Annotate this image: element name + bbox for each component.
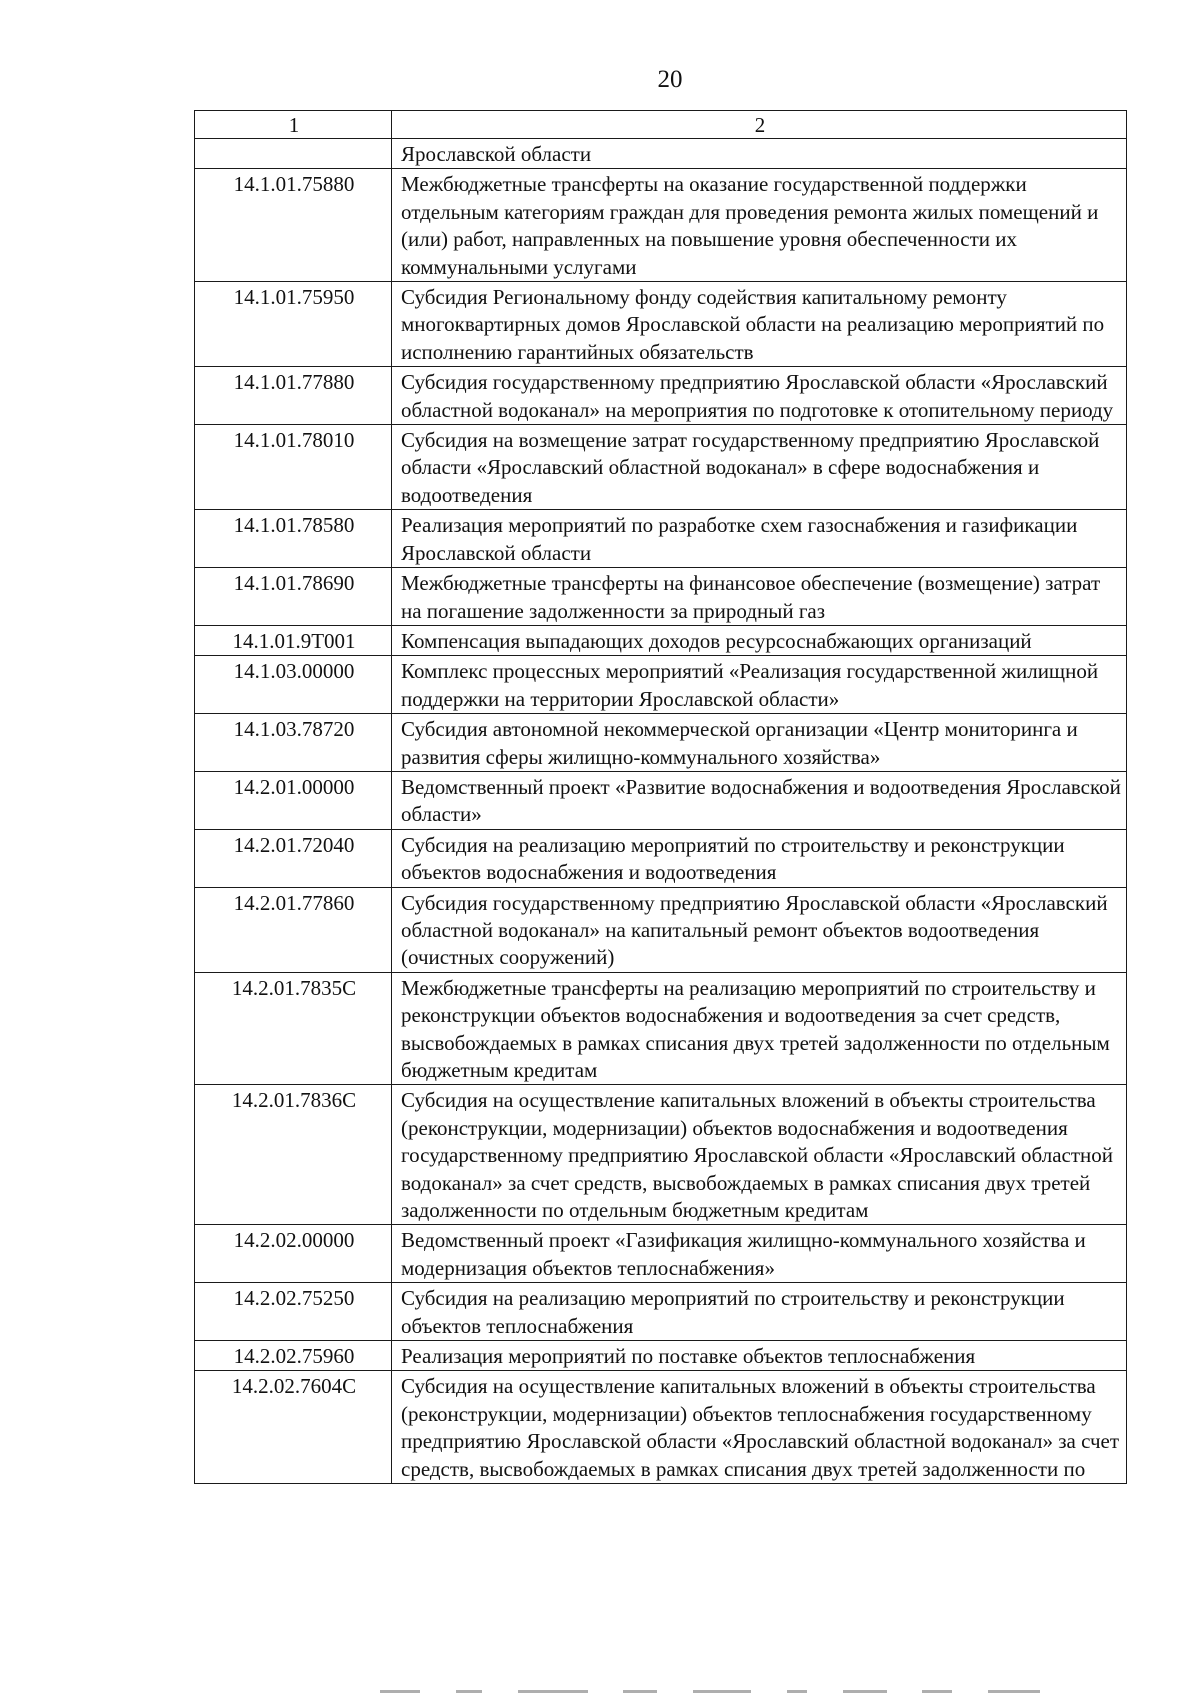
description-cell: Межбюджетные трансферты на реализацию мероприятий по строительству и реконструкции объектов водоснабжения и водоотведения за счет средств, высвобождаемых в рамках списания двух третей задолженности по отдельным бюджетным кредитам — [392, 972, 1127, 1085]
description-cell: Субсидия на реализацию мероприятий по строительству и реконструкции объектов теплоснабжения — [392, 1283, 1127, 1341]
description-cell: Межбюджетные трансферты на финансовое обеспечение (возмещение) затрат на погашение задолженности за природный газ — [392, 568, 1127, 626]
budget-code-cell: 14.1.01.75950 — [195, 282, 392, 367]
table-row — [195, 568, 1127, 626]
table-row — [195, 625, 1127, 655]
description-cell: Комплекс процессных мероприятий «Реализация государственной жилищной поддержки на территории Ярославской области» — [392, 656, 1127, 714]
budget-code-cell: 14.2.01.72040 — [195, 829, 392, 887]
table-row — [195, 887, 1127, 972]
budget-code-cell: 14.2.01.00000 — [195, 771, 392, 829]
table-row — [195, 972, 1127, 1085]
table-row — [195, 1085, 1127, 1225]
budget-code-cell: 14.1.01.78580 — [195, 510, 392, 568]
budget-code-cell: 14.2.02.7604С — [195, 1371, 392, 1484]
budget-code-cell: 14.1.03.00000 — [195, 656, 392, 714]
table-row — [195, 1283, 1127, 1341]
budget-code-cell: 14.1.01.75880 — [195, 169, 392, 282]
description-cell: Межбюджетные трансферты на оказание государственной поддержки отдельным категориям граждан для проведения ремонта жилых помещений и (или) работ, направленных на повышение уровня обеспеченности их коммунальными услугами — [392, 169, 1127, 282]
description-cell: Ведомственный проект «Газификация жилищно-коммунального хозяйства и модернизация объектов теплоснабжения» — [392, 1225, 1127, 1283]
table-row — [195, 282, 1127, 367]
description-cell: Субсидия на возмещение затрат государственному предприятию Ярославской области «Ярославский областной водоканал» в сфере водоснабжения и водоотведения — [392, 425, 1127, 510]
budget-code-cell: 14.1.01.78010 — [195, 425, 392, 510]
table-row — [195, 656, 1127, 714]
table-row — [195, 829, 1127, 887]
budget-code-cell: 14.2.02.00000 — [195, 1225, 392, 1283]
page-number: 20 — [657, 66, 683, 93]
description-cell: Субсидия на осуществление капитальных вложений в объекты строительства (реконструкции, модернизации) объектов водоснабжения и водоотведения государственному предприятию Ярославской области «Ярославский областной водоканал» за счет средств, высвобождаемых в рамках списания двух третей задолженности по отдельным бюджетным кредитам — [392, 1085, 1127, 1225]
table-row — [195, 367, 1127, 425]
budget-code-cell: 14.1.01.77880 — [195, 367, 392, 425]
table-row — [195, 510, 1127, 568]
table-header-row — [195, 111, 1127, 139]
table-row — [195, 771, 1127, 829]
description-cell: Субсидия автономной некоммерческой организации «Центр мониторинга и развития сферы жилищно-коммунального хозяйства» — [392, 714, 1127, 772]
budget-code-cell: 14.1.01.9Т001 — [195, 625, 392, 655]
table-row — [195, 1341, 1127, 1371]
table-row — [195, 1225, 1127, 1283]
budget-code-cell: 14.2.02.75250 — [195, 1283, 392, 1341]
budget-code-cell: 14.1.01.78690 — [195, 568, 392, 626]
table-body — [195, 111, 1127, 1484]
description-cell: Субсидия Региональному фонду содействия капитальному ремонту многоквартирных домов Ярославской области на реализацию мероприятий по исполнению гарантийных обязательств — [392, 282, 1127, 367]
description-cell: Субсидия государственному предприятию Ярославской области «Ярославский областной водоканал» на мероприятия по подготовке к отопительному периоду — [392, 367, 1127, 425]
budget-code-cell: 14.1.03.78720 — [195, 714, 392, 772]
description-cell: Реализация мероприятий по поставке объектов теплоснабжения — [392, 1341, 1127, 1371]
table-row — [195, 169, 1127, 282]
description-cell: Ярославской области — [392, 139, 1127, 169]
budget-code-cell: 14.2.01.7836С — [195, 1085, 392, 1225]
budget-code-cell: 14.2.02.75960 — [195, 1341, 392, 1371]
table-row — [195, 139, 1127, 169]
column-header-description: 2 — [392, 111, 1127, 139]
budget-code-cell: 14.2.01.7835С — [195, 972, 392, 1085]
column-header-code: 1 — [195, 111, 392, 139]
table-row — [195, 1371, 1127, 1484]
table-row — [195, 425, 1127, 510]
budget-code-cell: 14.2.01.77860 — [195, 887, 392, 972]
description-cell: Субсидия на осуществление капитальных вложений в объекты строительства (реконструкции, модернизации) объектов теплоснабжения государственному предприятию Ярославской области «Ярославский областной водоканал» за счет средств, высвобождаемых в рамках списания двух третей задолженности по — [392, 1371, 1127, 1484]
description-cell: Ведомственный проект «Развитие водоснабжения и водоотведения Ярославской области» — [392, 771, 1127, 829]
description-cell: Компенсация выпадающих доходов ресурсоснабжающих организаций — [392, 625, 1127, 655]
description-cell: Субсидия государственному предприятию Ярославской области «Ярославский областной водоканал» на капитальный ремонт объектов водоотведения (очистных сооружений) — [392, 887, 1127, 972]
description-cell: Реализация мероприятий по разработке схем газоснабжения и газификации Ярославской области — [392, 510, 1127, 568]
table-row — [195, 714, 1127, 772]
budget-code-cell — [195, 139, 392, 169]
description-cell: Субсидия на реализацию мероприятий по строительству и реконструкции объектов водоснабжения и водоотведения — [392, 829, 1127, 887]
budget-codes-table — [194, 110, 1127, 1484]
scan-artifact-marks — [380, 1690, 1040, 1696]
